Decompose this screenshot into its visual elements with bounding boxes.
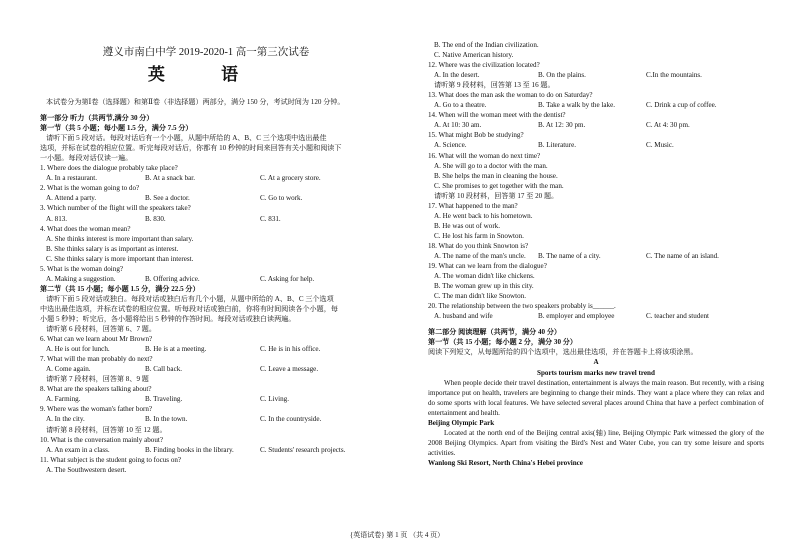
left-column bbox=[40, 97, 372, 475]
option-c: C. The man didn't like Snowton. bbox=[434, 292, 526, 301]
question-stem: 8. What are the speakers talking about? bbox=[40, 385, 152, 394]
option-b: B. On the plains. bbox=[538, 71, 586, 80]
option-b: B. She thinks salary is as important as interest. bbox=[46, 244, 179, 253]
option-c: C. Living. bbox=[260, 395, 289, 404]
option-a: A. husband and wife bbox=[434, 312, 493, 321]
option-a: A. In the city. bbox=[46, 415, 85, 424]
passage-paragraph: Located at the north end of the Beijing central axis(轴) line, Beijing Olympic Park witnessed the glory of the 2008 Beijing Olympics. Apart from visiting the Bird's Nest and Water Cube, you can try some leisure and sports activities. bbox=[428, 428, 764, 457]
option-b: B. He was out of work. bbox=[434, 221, 501, 230]
option-b: B. The end of the Indian civilization. bbox=[434, 41, 539, 49]
question-stem: 3. Which number of the flight will the speakers take? bbox=[40, 204, 191, 213]
option-c: C. Music. bbox=[646, 141, 674, 150]
instruction-line: 选项，并标在试卷的相应位置。听完每段对话后，你都有 10 秒钟的时间来回答有关小题和阅读下 bbox=[40, 144, 342, 153]
option-b: B. Offering advice. bbox=[145, 274, 200, 283]
passage-subheading: Beijing Olympic Park bbox=[428, 418, 495, 427]
option-a: A. At 10: 30 am. bbox=[434, 121, 482, 130]
part2-sec1-heading: 第一节（共 15 小题；每小题 2 分，满分 30 分） bbox=[428, 338, 577, 347]
question-stem: 13. What does the man ask the woman to do on Saturday? bbox=[428, 91, 593, 100]
material-note: 请听第 10 段材料，回答第 17 至 20 题。 bbox=[434, 191, 559, 200]
instruction-line: 请听下面 5 段对话。每段对话后有一个小题，从题中所给的 A、B、C 三个选项中选出最佳 bbox=[46, 134, 327, 143]
option-b: B. Traveling. bbox=[145, 395, 183, 404]
question-stem: 4. What does the woman mean? bbox=[40, 224, 131, 233]
option-row bbox=[40, 344, 372, 354]
option-c: C. She promises to get together with the man. bbox=[434, 181, 564, 190]
option-row bbox=[40, 445, 372, 455]
option-c: C. The name of an island. bbox=[646, 251, 719, 260]
option-row bbox=[428, 120, 764, 130]
option-a: A. 813. bbox=[46, 214, 68, 223]
question-stem: 6. What can we learn about Mr Brown? bbox=[40, 335, 153, 344]
part1-heading: 第一部分 听力（共两节,满分 30 分） bbox=[40, 114, 154, 123]
passage-subheading: Wanlong Ski Resort, North China's Hebei province bbox=[428, 458, 583, 467]
option-a: A. Go to a theatre. bbox=[434, 101, 487, 110]
passage-paragraph: When people decide their travel destination, entertainment is always the main reason. But recently, with a rising importance put on health, travelers are beginning to change their minds. They want a place where they can relax and do some sports with local features. We have selected several places around China that have a perfect combination of entertainment and health. bbox=[428, 378, 764, 417]
option-row bbox=[40, 214, 372, 224]
option-c: C. Leave a message. bbox=[260, 365, 319, 374]
question-stem: 11. What subject is the student going to focus on? bbox=[40, 455, 182, 464]
option-c: C. At a grocery store. bbox=[260, 174, 321, 183]
option-a: A. The name of the man's uncle. bbox=[434, 251, 526, 260]
question-stem: 15. What might Bob be studying? bbox=[428, 131, 524, 140]
option-row bbox=[40, 364, 372, 374]
material-note: 请听第 9 段材料，回答第 13 至 16 题。 bbox=[434, 81, 555, 90]
question-stem: 9. Where was the woman's father born? bbox=[40, 405, 153, 414]
option-a: A. Making a suggestion. bbox=[46, 274, 116, 283]
option-b: B. See a doctor. bbox=[145, 194, 190, 203]
instruction-line: 一小题。每段对话仅读一遍。 bbox=[40, 154, 133, 163]
option-a: A. An exam in a class. bbox=[46, 445, 110, 454]
option-b: B. Literature. bbox=[538, 141, 577, 150]
material-note: 请听第 6 段材料，回答第 6、7 题。 bbox=[46, 325, 156, 334]
option-row bbox=[40, 173, 372, 183]
option-b: B. 830. bbox=[145, 214, 166, 223]
option-c: C. He is in his office. bbox=[260, 345, 321, 354]
option-c: C. In the countryside. bbox=[260, 415, 322, 424]
option-row bbox=[428, 70, 764, 80]
material-note: 请听第 7 段材料，回答第 8、9 题 bbox=[46, 375, 149, 384]
option-a: A. Farming. bbox=[46, 395, 81, 404]
option-b: B. He is at a meeting. bbox=[145, 345, 207, 354]
option-b: B. In the town. bbox=[145, 415, 188, 424]
option-a: A. She thinks interest is more important than salary. bbox=[46, 234, 194, 243]
option-row bbox=[428, 140, 764, 150]
option-row bbox=[40, 274, 372, 284]
option-c: C. Go to work. bbox=[260, 194, 303, 203]
exam-title: 遵义市南白中学 2019-2020-1 高一第三次试卷 bbox=[102, 47, 310, 58]
page-footer: {英语试卷} 第 1 页 （共 4 页） bbox=[349, 531, 445, 539]
option-c: C. Asking for help. bbox=[260, 274, 315, 283]
option-a: A. The Southwestern desert. bbox=[46, 465, 127, 474]
option-row bbox=[428, 100, 764, 110]
option-row bbox=[40, 414, 372, 424]
option-c: C. teacher and student bbox=[646, 312, 710, 321]
option-c: C.In the mountains. bbox=[646, 71, 702, 80]
part1-sec2-heading: 第二节（共 15 小题；每小题 1.5 分，满分 22.5 分） bbox=[40, 284, 200, 293]
option-a: A. In a restaurant. bbox=[46, 174, 98, 183]
option-row bbox=[428, 311, 764, 321]
passage-letter: A bbox=[593, 358, 599, 367]
subject-title: 英 语 bbox=[147, 65, 265, 84]
option-c: C. At 4: 30 pm. bbox=[646, 121, 690, 130]
question-stem: 16. What will the woman do next time? bbox=[428, 151, 541, 160]
option-c: C. Native American history. bbox=[434, 51, 514, 60]
option-b: B. The woman grew up in this city. bbox=[434, 282, 534, 291]
question-stem: 17. What happened to the man? bbox=[428, 201, 518, 210]
question-stem: 7. What will the man probably do next? bbox=[40, 355, 153, 364]
question-stem: 18. What do you think Snowton is? bbox=[428, 241, 529, 250]
question-stem: 20. The relationship between the two speakers probably is______. bbox=[428, 302, 616, 311]
option-c: C. He lost his farm in Snowton. bbox=[434, 231, 524, 240]
option-b: B. Call back. bbox=[145, 365, 183, 374]
instruction-line: 请听下面 5 段对话或独白。每段对话或独白后有几个小题，从题中所给的 A、B、C 三个选项 bbox=[46, 294, 334, 303]
option-a: A. Come again. bbox=[46, 365, 91, 374]
option-c: C. 831. bbox=[260, 214, 281, 223]
question-stem: 19. What can we learn from the dialogue? bbox=[428, 262, 547, 271]
option-a: A. He went back to his hometown. bbox=[434, 211, 533, 220]
reading-instruction: 阅读下列短文，从每题所给的四个选项中，选出最佳选项，并在答题卡上将该项涂黑。 bbox=[428, 348, 698, 357]
option-b: B. At a snack bar. bbox=[145, 174, 196, 183]
material-note: 请听第 8 段材料，回答第 10 至 12 题。 bbox=[46, 425, 167, 434]
option-row bbox=[40, 193, 372, 203]
option-b: B. Take a walk by the lake. bbox=[538, 101, 615, 110]
option-a: A. Science. bbox=[434, 141, 467, 150]
right-column bbox=[428, 40, 764, 468]
question-stem: 1. Where does the dialogue probably take place? bbox=[40, 164, 178, 173]
instruction-line: 小题 5 秒钟；听完后，各小题将给出 5 秒钟的作答时间。每段对话或独白读两遍。 bbox=[40, 314, 296, 323]
option-b: B. Finding books in the library. bbox=[145, 445, 234, 454]
option-row bbox=[40, 394, 372, 404]
option-a: A. He is out for lunch. bbox=[46, 345, 110, 354]
option-b: B. employer and employee bbox=[538, 312, 615, 321]
question-stem: 10. What is the conversation mainly about? bbox=[40, 435, 163, 444]
option-c: C. She thinks salary is more important than interest. bbox=[46, 254, 194, 263]
exam-intro: 本试卷分为第Ⅰ卷（选择题）和第Ⅱ卷（非选择题）两部分，满分 150 分，考试时间为 120 分钟。 bbox=[46, 98, 345, 106]
question-stem: 2. What is the woman going to do? bbox=[40, 184, 140, 193]
question-stem: 5. What is the woman doing? bbox=[40, 264, 124, 273]
option-b: B. At 12: 30 pm. bbox=[538, 121, 586, 130]
part1-sec1-heading: 第一节（共 5 小题；每小题 1.5 分，满分 7.5 分） bbox=[40, 124, 193, 133]
question-stem: 12. Where was the civilization located? bbox=[428, 61, 540, 70]
option-b: B. She helps the man in cleaning the house. bbox=[434, 171, 558, 180]
option-c: C. Drink a cup of coffee. bbox=[646, 101, 717, 110]
question-stem: 14. When will the woman meet with the dentist? bbox=[428, 111, 566, 120]
option-a: A. She will go to a doctor with the man. bbox=[434, 161, 548, 170]
option-a: A. The woman didn't like chickens. bbox=[434, 272, 535, 281]
part2-heading: 第二部分 阅读理解（共两节，满分 40 分） bbox=[428, 328, 562, 337]
option-row bbox=[428, 251, 764, 261]
option-a: A. In the desert. bbox=[434, 71, 480, 80]
passage-title: Sports tourism marks new travel trend bbox=[537, 368, 655, 377]
option-b: B. The name of a city. bbox=[538, 251, 601, 260]
option-c: C. Students' research projects. bbox=[260, 445, 346, 454]
instruction-line: 中选出最佳选项，并标在试卷的相应位置。听每段对话或独白前，你将有时间阅读各个小题，每 bbox=[40, 304, 338, 313]
option-a: A. Attend a party. bbox=[46, 194, 97, 203]
